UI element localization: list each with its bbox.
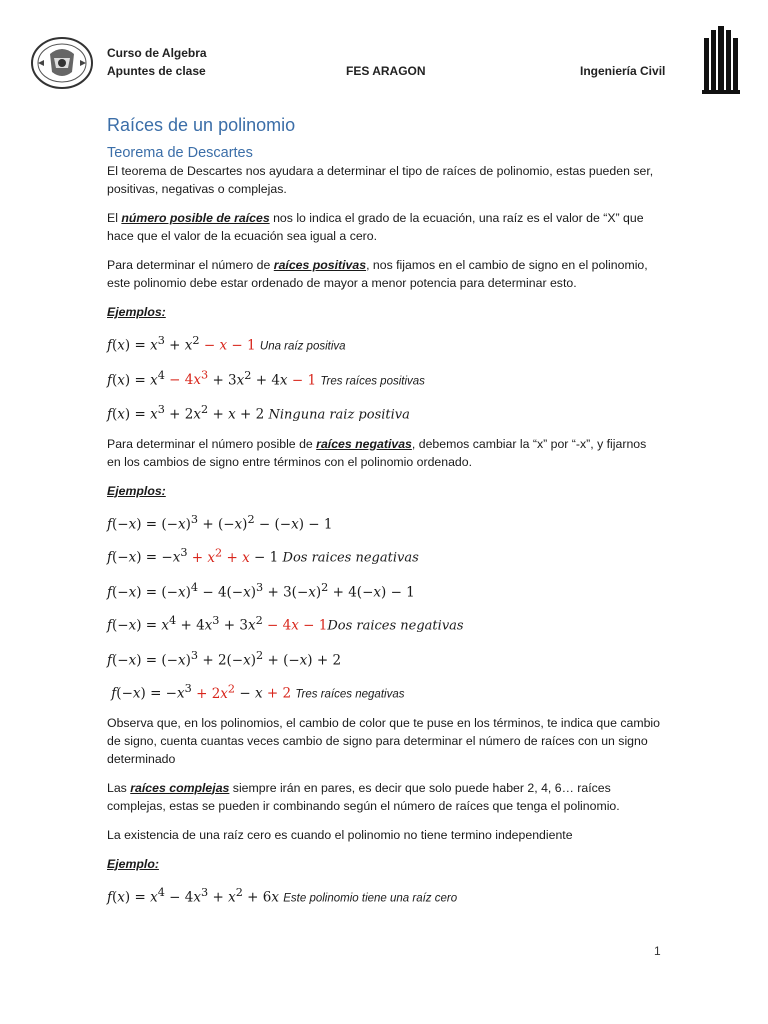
paragraph-intro: El teorema de Descartes nos ayudara a determinar el tipo de raíces de polinomio, estas pueden ser, positivas, negativas o complejas. (107, 164, 654, 196)
paragraph-zero-root: La existencia de una raíz cero es cuando el polinomio no tiene termino independiente (107, 827, 573, 842)
content (107, 114, 662, 917)
header-notes: Apuntes de clase (107, 64, 206, 78)
paragraph-negative-roots: Para determinar el número posible de raíces negativas, debemos cambiar la “x” por “-x”, y fijarnos en los cambios de signo entre términos con el polinomio ordenado. (107, 436, 647, 469)
term-complex-roots: raíces complejas (130, 780, 230, 795)
term-negative-roots: raíces negativas (316, 436, 412, 451)
examples-label-2: Ejemplos: (107, 483, 166, 498)
math-neg-example-5: $f(-x) = (-x)^3 + 2(-x)^2 + (-x) + 2$ (107, 648, 342, 668)
math-zero-example: $f(x) = x^4 - 4x^3 + x^2 + 6x$ Este polinomio tiene una raíz cero (107, 885, 458, 905)
header-right: Ingeniería Civil (580, 64, 666, 78)
term-positive-roots: raíces positivas (273, 258, 367, 272)
math-pos-example-2: $f(x) = x^4 - 4x^3 + 3x^2 + 4x - 1$ Tres raíces positivas (107, 368, 425, 388)
paragraph-num-roots: El número posible de raíces nos lo indica el grado de la ecuación, una raíz es el valor de “X” que hace que el valor de la ecuación sea igual a cero. (107, 211, 644, 243)
paragraph-observation: Observa que, en los polinomios, el cambio de color que te puse en los términos, te indica que cambio de signo, cuenta cuantas veces cambio de signo para determinar el número de raíces con un signo determinado (107, 715, 660, 766)
math-neg-example-3: $f(-x) = (-x)^4 - 4(-x)^3 + 3(-x)^2 + 4(-x) - 1$ (107, 580, 415, 600)
page-title: Raíces de un polinomio (107, 115, 296, 135)
term-num-roots: número posible de raíces (121, 211, 270, 225)
examples-label: Ejemplos: (107, 305, 166, 319)
header-course: Curso de Algebra (107, 46, 207, 60)
math-pos-example-1: $f(x) = x^3 + x^2 - x - 1$ Una raíz positiva (107, 334, 346, 354)
paragraph-complex-roots: Las raíces complejas siempre irán en pares, es decir que solo puede haber 2, 4, 6… raíces complejas, estas se pueden ir combinando según el número de raíces que tenga el polinomio. (107, 780, 620, 813)
math-neg-example-4: $f(-x) = x^4 + 4x^3 + 3x^2 - 4x - 1Dos$ raices negativas (107, 614, 464, 634)
math-neg-example-1: $f(-x) = (-x)^3 + (-x)^2 - (-x) - 1$ (107, 512, 333, 532)
paragraph-positive-roots: Para determinar el número de raíces positivas, nos fijamos en el cambio de signo en el polinomio, este polinomio debe estar ordenado de mayor a menor potencia para determinar esto. (107, 258, 648, 290)
unam-seal-logo (30, 36, 94, 90)
math-pos-example-3: $f(x) = x^3 + 2x^2 + x + 2$ Ninguna raiz positiva (107, 403, 410, 423)
math-neg-example-6: $f(-x) = -x^3 + 2x^2 - x + 2$ Tres raíces negativas (107, 682, 405, 702)
example-label: Ejemplo: (107, 856, 159, 871)
section-title: Teorema de Descartes (107, 145, 253, 161)
math-neg-example-2: $f(-x) = -x^3 + x^2 + x - 1$ Dos raices negativas (107, 546, 419, 566)
header-center: FES ARAGON (346, 64, 426, 78)
page-number: 1 (654, 944, 661, 958)
fes-aragon-logo (700, 24, 744, 96)
